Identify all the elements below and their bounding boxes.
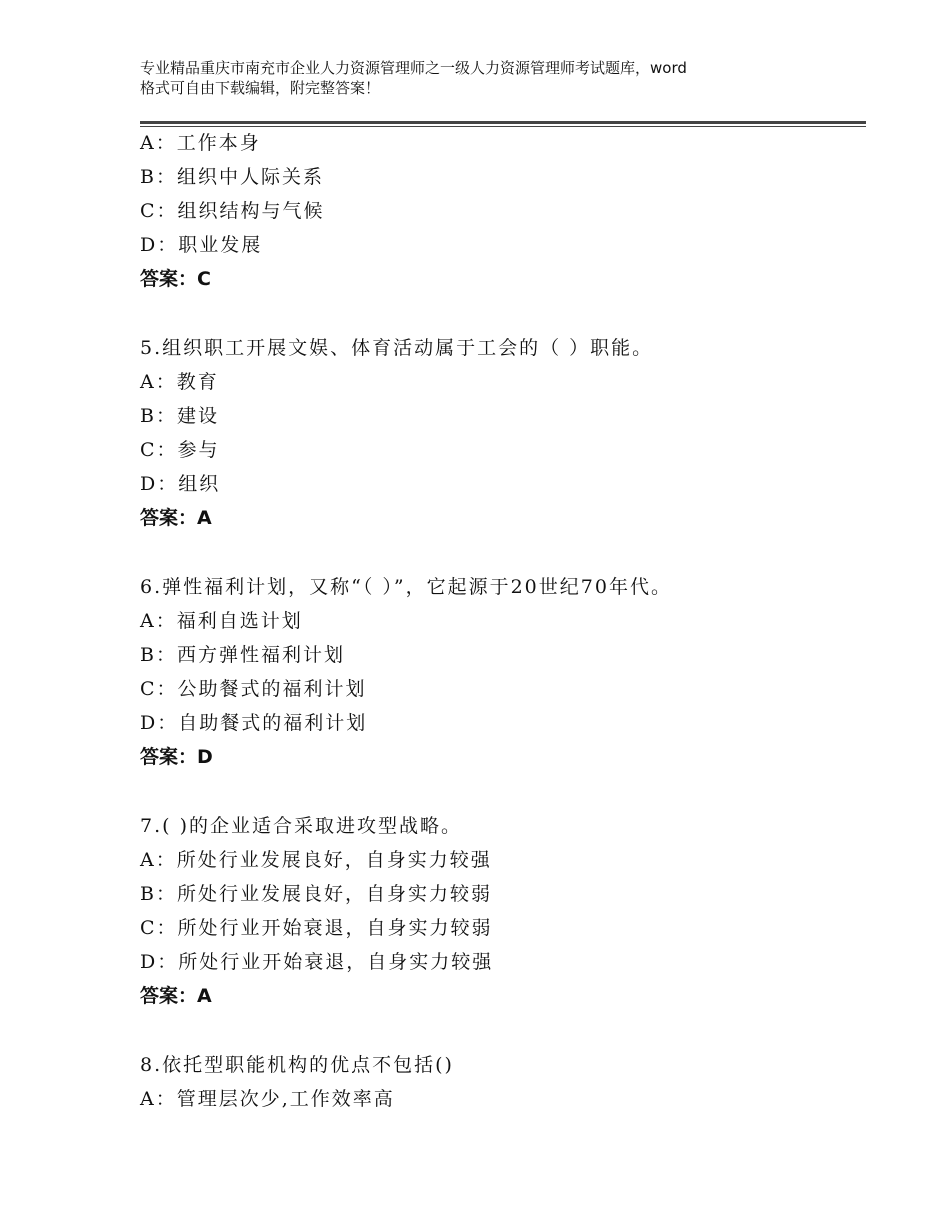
option-a: A：所处行业发展良好，自身实力较强 [140,849,492,871]
option-b: B：西方弹性福利计划 [140,644,345,666]
option-b: B：所处行业发展良好，自身实力较弱 [140,883,492,905]
header-line-2: 格式可自由下载编辑，附完整答案！ [140,79,381,97]
answer-line: 答案：D [140,746,213,768]
question-stem: 7.( )的企业适合采取进攻型战略。 [140,815,462,837]
option-c: C：所处行业开始衰退，自身实力较弱 [140,917,493,939]
question-stem: 6.弹性福利计划，又称“（ ）”，它起源于20世纪70年代。 [140,576,672,598]
option-d: D：组织 [140,473,221,495]
question-stem: 5.组织职工开展文娱、体育活动属于工会的（ ）职能。 [140,337,654,359]
option-d: D：自助餐式的福利计划 [140,712,368,734]
option-d: D：职业发展 [140,234,263,256]
option-d: D：所处行业开始衰退，自身实力较强 [140,951,494,973]
answer-line: 答案：A [140,985,212,1007]
option-c: C：组织结构与气候 [140,200,325,222]
option-a: A：管理层次少,工作效率高 [140,1088,395,1110]
document-header [140,58,840,98]
option-a: A：福利自选计划 [140,610,303,632]
option-a: A：工作本身 [140,132,261,154]
header-rule-thick [140,121,866,124]
option-b: B：组织中人际关系 [140,166,324,188]
header-line-1: 专业精品重庆市南充市企业人力资源管理师之一级人力资源管理师考试题库，word [140,59,687,77]
option-c: C：公助餐式的福利计划 [140,678,367,700]
option-c: C：参与 [140,439,220,461]
answer-line: 答案：A [140,507,212,529]
option-b: B：建设 [140,405,219,427]
answer-line: 答案：C [140,268,211,290]
question-stem: 8.依托型职能机构的优点不包括() [140,1054,454,1076]
option-a: A：教育 [140,371,219,393]
